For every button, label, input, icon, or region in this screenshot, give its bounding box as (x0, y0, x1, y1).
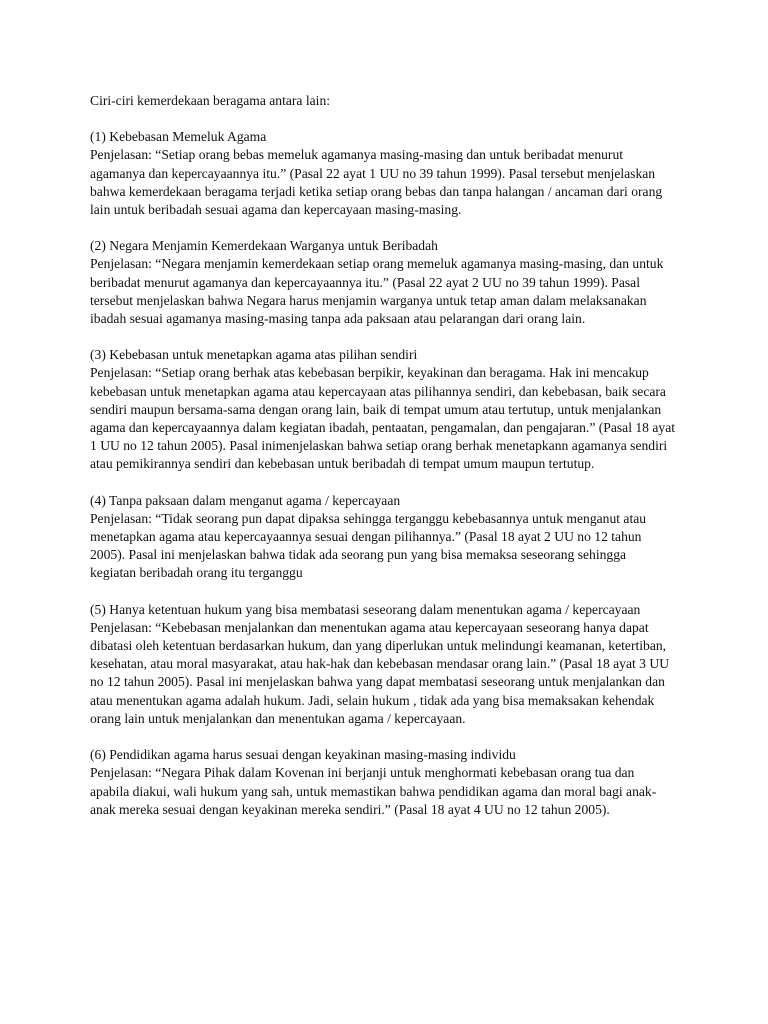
section-title: (6) Pendidikan agama harus sesuai dengan keyakinan masing-masing individu (90, 747, 516, 763)
section-5 (90, 601, 675, 728)
section-3 (90, 346, 675, 473)
section-explanation: Penjelasan: “Setiap orang berhak atas kebebasan berpikir, keyakinan dan beragama. Hak ini mencakup kebebasan untuk menetapkan agama atau kepercayaan atas pilihannya sendiri, dan kebebasan, baik secara sendiri maupun bersama-sama dengan orang lain, baik di tempat umum atau tertutup, untuk menjalankan agama dan kepercayaannya dalam kegiatan ibadah, pentaatan, pengamalan, dan pengajaran.” (Pasal 18 ayat 1 UU no 12 tahun 2005). Pasal inimenjelaskan bahwa setiap orang berhak menetapkann agamanya sendiri atau pemikirannya sendiri dan kebebasan untuk beribadah di tempat umum maupun tertutup. (90, 365, 676, 472)
section-4 (90, 492, 675, 583)
section-title: (4) Tanpa paksaan dalam menganut agama / kepercayaan (90, 492, 401, 508)
section-6 (90, 746, 675, 819)
section-title: (1) Kebebasan Memeluk Agama (90, 129, 267, 145)
section-explanation: Penjelasan: “Setiap orang bebas memeluk agamanya masing-masing dan untuk beribadat menurut agamanya dan kepercayaannya itu.” (Pasal 22 ayat 1 UU no 39 tahun 1999). Pasal tersebut menjelaskan bahwa kemerdekaan beragama terjadi ketika setiap orang bebas dan tanpa halangan / ancaman dari orang lain untuk beribadah sesuai agama dan kepercayaan masing-masing. (90, 147, 663, 218)
section-explanation: Penjelasan: “Negara Pihak dalam Kovenan ini berjanji untuk menghormati kebebasan orang tua dan apabila diakui, wali hukum yang sah, untuk memastikan bahwa pendidikan agama dan moral bagi anak-anak mereka sesuai dengan keyakinan mereka sendiri.” (Pasal 18 ayat 4 UU no 12 tahun 2005). (90, 765, 657, 817)
section-1 (90, 128, 675, 219)
section-title: (3) Kebebasan untuk menetapkan agama atas pilihan sendiri (90, 347, 418, 363)
section-2 (90, 237, 675, 328)
intro-text: Ciri-ciri kemerdekaan beragama antara lain: (90, 93, 331, 108)
section-title: (5) Hanya ketentuan hukum yang bisa membatasi seseorang dalam menentukan agama / kepercayaan (90, 601, 641, 617)
section-explanation: Penjelasan: “Tidak seorang pun dapat dipaksa sehingga terganggu kebebasannya untuk menganut atau menetapkan agama atau kepercayaannya sesuai dengan pilihannya.” (Pasal 18 ayat 2 UU no 12 tahun 2005). Pasal ini menjelaskan bahwa tidak ada seorang pun yang bisa memaksa seseorang sehingga kegiatan beribadah orang itu terganggu (90, 510, 647, 581)
section-title: (2) Negara Menjamin Kemerdekaan Warganya untuk Beribadah (90, 238, 438, 254)
section-explanation: Penjelasan: “Kebebasan menjalankan dan menentukan agama atau kepercayaan seseorang hanya dapat dibatasi oleh ketentuan berdasarkan hukum, dan yang diperlukan untuk melindungi keamanan, ketertiban, kesehatan, atau moral masyarakat, atau hak-hak dan kebebasan mendasar orang lain.” (Pasal 18 ayat 3 UU no 12 tahun 2005). Pasal ini menjelaskan bahwa yang dapat membatasi seseorang untuk menjalankan dan atau menentukan agama adalah hukum. Jadi, selain hukum , tidak ada yang bisa memaksakan kehendak orang lain untuk menjalankan dan menentukan agama / kepercayaan. (90, 619, 670, 726)
document-content (90, 92, 675, 837)
section-explanation: Penjelasan: “Negara menjamin kemerdekaan setiap orang memeluk agamanya masing-masing, dan untuk beribadat menurut agamanya dan kepercayaannya itu.” (Pasal 22 ayat 2 UU no 39 tahun 1999). Pasal tersebut menjelaskan bahwa Negara harus menjamin warganya untuk tetap aman dalam melaksanakan ibadah sesuai agamanya masing-masing tanpa ada paksaan atau pelarangan dari orang lain. (90, 256, 664, 327)
